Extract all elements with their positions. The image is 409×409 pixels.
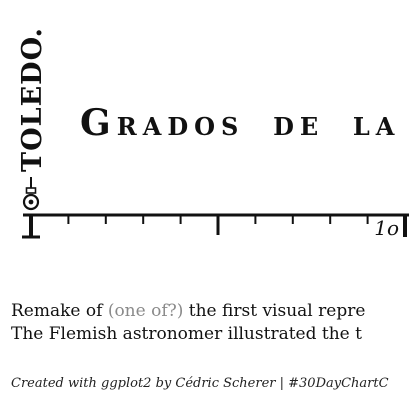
point-cap <box>27 188 36 193</box>
point-marker-center <box>29 200 34 205</box>
point-label: TOLEDO. <box>17 27 48 172</box>
chart-title-initial: G <box>80 102 117 144</box>
tick-label: 1o <box>374 216 399 240</box>
caption-line-1-aside: (one of?) <box>107 301 184 321</box>
chart-title-word: RADOS <box>116 112 245 141</box>
credit-line: Created with ggplot2 by Cédric Scherer | #30DayChartC <box>11 376 389 391</box>
chart-title-word: LA <box>352 112 401 141</box>
scale-axis <box>22 215 409 240</box>
caption-line-1-end: the first visual repre <box>183 301 366 321</box>
chart-title-word: DE <box>273 112 325 141</box>
caption <box>11 300 365 346</box>
caption-line-2: The Flemish astronomer illustrated the t <box>11 324 362 344</box>
chart-title-text <box>80 102 400 144</box>
caption-line-1-start: Remake of <box>11 301 108 321</box>
chart-title-space <box>244 112 273 141</box>
point-group <box>17 27 48 209</box>
caption-line-1 <box>11 300 365 323</box>
chart-title-space <box>324 112 353 141</box>
chart-title <box>80 102 400 144</box>
